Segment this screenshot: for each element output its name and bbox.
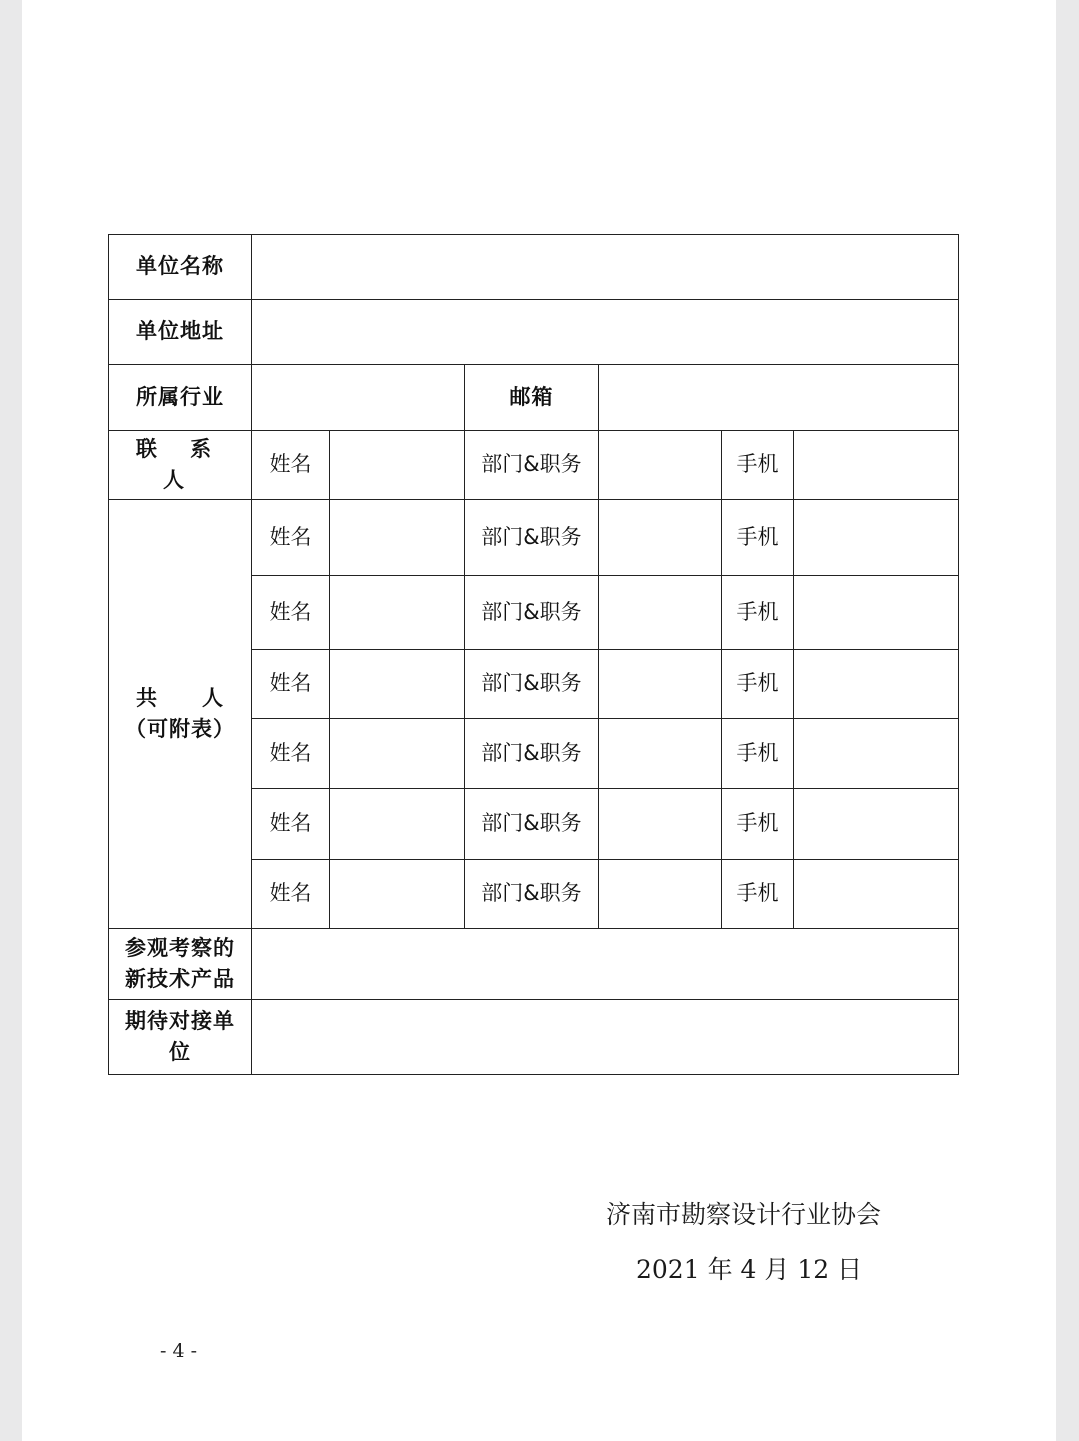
- industry-field[interactable]: [252, 365, 465, 431]
- contact-label: 联 系 人: [109, 431, 252, 500]
- name-label: 姓名: [252, 650, 330, 719]
- name-field[interactable]: [330, 431, 465, 500]
- docking-label-line-2: 位: [169, 1040, 191, 1064]
- phone-field[interactable]: [794, 789, 959, 860]
- name-label: 姓名: [252, 576, 330, 650]
- industry-label: 所属行业: [109, 365, 252, 431]
- name-label: 姓名: [252, 431, 330, 500]
- phone-field[interactable]: [794, 576, 959, 650]
- products-label-line-1: 参观考察的: [125, 935, 235, 960]
- phone-label: 手机: [722, 860, 794, 929]
- dept-label: 部门&职务: [465, 431, 599, 500]
- attendee-count-label: [109, 500, 252, 929]
- attendee-count-line: 共 人: [136, 685, 224, 710]
- signature-date: 2021 年 4 月 12 日: [636, 1255, 863, 1284]
- phone-label: 手机: [722, 431, 794, 500]
- email-field[interactable]: [599, 365, 959, 431]
- row-unit-name: [109, 235, 959, 300]
- phone-label: 手机: [722, 719, 794, 789]
- name-label: 姓名: [252, 789, 330, 860]
- name-field[interactable]: [330, 576, 465, 650]
- phone-label: 手机: [722, 789, 794, 860]
- dept-field[interactable]: [599, 576, 722, 650]
- dept-label: 部门&职务: [465, 719, 599, 789]
- attachment-note: （可附表）: [125, 717, 235, 741]
- unit-address-field[interactable]: [252, 300, 959, 365]
- page-number: - 4 -: [160, 1340, 198, 1362]
- phone-label: 手机: [722, 650, 794, 719]
- row-industry-email: [109, 365, 959, 431]
- email-label: 邮箱: [465, 365, 599, 431]
- name-field[interactable]: [330, 860, 465, 929]
- dept-label: 部门&职务: [465, 576, 599, 650]
- unit-address-label: 单位地址: [109, 300, 252, 365]
- phone-label: 手机: [722, 500, 794, 576]
- dept-label: 部门&职务: [465, 860, 599, 929]
- name-label: 姓名: [252, 719, 330, 789]
- dept-field[interactable]: [599, 860, 722, 929]
- dept-field[interactable]: [599, 789, 722, 860]
- dept-field[interactable]: [599, 650, 722, 719]
- phone-label: 手机: [722, 576, 794, 650]
- dept-label: 部门&职务: [465, 500, 599, 576]
- row-products: [109, 929, 959, 1000]
- row-unit-address: [109, 300, 959, 365]
- dept-label: 部门&职务: [465, 789, 599, 860]
- dept-label: 部门&职务: [465, 650, 599, 719]
- organization-signature: 济南市勘察设计行业协会: [606, 1200, 882, 1229]
- unit-name-label: 单位名称: [109, 235, 252, 300]
- products-label: [109, 929, 252, 1000]
- name-label: 姓名: [252, 500, 330, 576]
- attendee-row: [109, 500, 959, 576]
- phone-field[interactable]: [794, 431, 959, 500]
- phone-field[interactable]: [794, 719, 959, 789]
- docking-unit-field[interactable]: [252, 1000, 959, 1075]
- name-field[interactable]: [330, 650, 465, 719]
- phone-field[interactable]: [794, 860, 959, 929]
- name-label: 姓名: [252, 860, 330, 929]
- docking-label-line-1: 期待对接单: [125, 1008, 235, 1033]
- phone-field[interactable]: [794, 650, 959, 719]
- dept-field[interactable]: [599, 500, 722, 576]
- name-field[interactable]: [330, 500, 465, 576]
- row-docking-unit: [109, 1000, 959, 1075]
- row-contact: [109, 431, 959, 500]
- products-label-line-2: 新技术产品: [125, 967, 235, 991]
- dept-field[interactable]: [599, 431, 722, 500]
- docking-unit-label: [109, 1000, 252, 1075]
- unit-name-field[interactable]: [252, 235, 959, 300]
- name-field[interactable]: [330, 719, 465, 789]
- registration-form-table: [108, 234, 959, 1075]
- phone-field[interactable]: [794, 500, 959, 576]
- name-field[interactable]: [330, 789, 465, 860]
- dept-field[interactable]: [599, 719, 722, 789]
- products-field[interactable]: [252, 929, 959, 1000]
